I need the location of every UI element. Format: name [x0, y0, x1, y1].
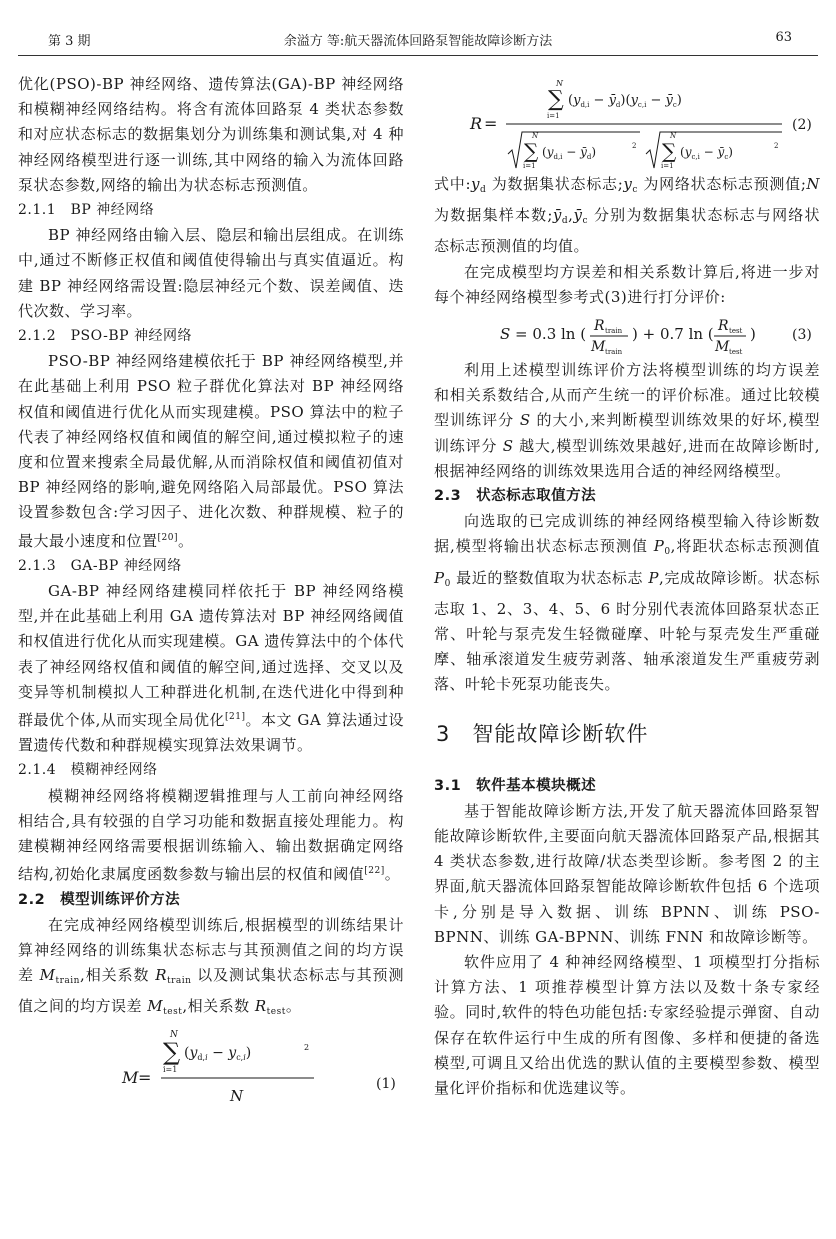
svg-text:(yd,i − ȳd): ($y_{d,i}$ − $ȳ_d$) — [542, 145, 597, 161]
paragraph: 基于智能故障诊断方法,开发了航天器流体回路泵智能故障诊断软件,主要面向航天器流体回路泵产品,根据其 4 类状态参数,进行故障/状态类型诊断。参考图 2 的主界面,航天器流体回路泵智能故障诊断软件包括 6 个选项卡,分别是导入数据、训练 BPNN、训练 PSO-BPNN、训练 GA-BPNN、训练 FNN 和故障诊断等。 — [434, 801, 820, 946]
svg-text:) + 0.7 ln (: ) + 0.7 ln ( — [632, 325, 714, 344]
paragraph: 利用上述模型训练评价方法将模型训练的均方误差和相关系数结合,从而产生统一的评价标准。通过比较模型训练评分 S 的大小,来判断模型训练效果的好坏,模型训练评分 S 越大,模型训练效果越好,进而在故障诊断时,根据神经网络的训练效果选用合适的神经网络模型。 — [434, 361, 820, 480]
svg-text:i=1: i=1 — [661, 162, 674, 170]
svg-text:R: R — [718, 318, 729, 335]
svg-text:=: = — [138, 1067, 152, 1087]
svg-text:(yd,i − ȳd)(yc,i − ȳc): ($y_{d,i}$ − $ȳ_d)(y_{c,i}$ − $ȳ_c$) — [568, 93, 682, 109]
issue-number: 第 3 期 — [48, 34, 91, 49]
svg-text:2: 2 — [632, 142, 637, 150]
svg-text:S = 0.3 ln (: S = 0.3 ln ( — [500, 325, 587, 344]
paragraph: 优化(PSO)-BP 神经网络、遗传算法(GA)-BP 神经网络和模糊神经网络结构。将含有流体回路泵 4 类状态参数和对应状态标志的数据集划分为训练集和测试集,对 4 种神经网络模型进行逐一训练,其中网络的输入为流体回路泵状态参数,网络的输出为状态标志预测值。 — [18, 75, 404, 194]
equation-2-formula — [434, 76, 820, 172]
svg-text:test: test — [729, 348, 743, 357]
section-heading: 3.1 软件基本模块概述 — [434, 777, 597, 794]
svg-text:R: R — [594, 318, 605, 335]
equation-3-formula — [434, 310, 820, 358]
svg-text:i=1: i=1 — [523, 162, 536, 170]
svg-text:i=1: i=1 — [163, 1064, 178, 1074]
paragraph: 向选取的已完成训练的神经网络模型输入待诊断数据,模型将输出状态标志预测值 $P_0$,将距状态标志预测值 $P_0$ 最近的整数值取为状态标志 P,完成故障诊断。状态标志取 1、2、3、4、5、6 时分别代表流体回路泵状态正常、叶轮与泵壳发生轻微碰摩、叶轮与泵壳发生严重碰摩、轴承滚道发生疲劳剥落、轴承滚道发生严重疲劳剥落、叶轮卡死泵功能丧失。 — [434, 512, 820, 694]
page-header — [0, 0, 836, 54]
citation: [20] — [157, 532, 178, 543]
svg-text:N: N — [532, 132, 539, 140]
header-rule — [18, 55, 818, 56]
chapter-heading: 3 智能故障诊断软件 — [436, 721, 649, 746]
svg-text:∑: ∑ — [163, 1037, 181, 1066]
paragraph: BP 神经网络由输入层、隐层和输出层组成。在训练中,通过不断修正权值和阈值使得输出与真实值逼近。构建 BP 神经网络需设置:隐层神经元个数、误差阈值、迭代次数、学习率。 — [18, 226, 404, 320]
paragraph: 模糊神经网络将模糊逻辑推理与人工前向神经网络相结合,具有较强的自学习功能和数据直接处理能力。构建模糊神经网络需要根据训练输入、输出数据确定网络结构,初始化隶属度函数参数与输出层的权值和阈值[22]。 — [18, 786, 404, 884]
svg-text:N: N — [670, 132, 677, 140]
paragraph: 软件应用了 4 种神经网络模型、1 项模型打分指标计算方法、1 项推荐模型计算方法以及数十条专家经验。同时,软件的特色功能包括:专家经验提示弹窗、自动保存在软件运行中生成的所有图像、多样和便捷的备选模型,可调且又给出优选的默认值的主要模型参数、模型量化评价指标和优选建议等。 — [434, 953, 820, 1098]
svg-text:2: 2 — [304, 1042, 310, 1052]
left-column — [18, 72, 404, 1116]
svg-text:train: train — [605, 327, 623, 336]
paragraph: GA-BP 神经网络建模同样依托于 BP 神经网络模型,并在此基础上利用 GA 遗传算法对 BP 神经网络阈值和权值进行优化从而实现建模。GA 遗传算法中的个体代表了神经网络权值和阈值的解空间,通过选择、交叉以及变异等机制模拟人工种群进化机制,在迭代进化中得到种群最优个体,从而实现全局优化[21]。本文 GA 算法通过设置遗传代数和种群规模实现算法效果调节。 — [18, 582, 404, 755]
equation-1-formula — [18, 1026, 404, 1116]
svg-text:∑: ∑ — [524, 139, 539, 163]
svg-text:test: test — [729, 327, 743, 336]
section-heading: 2.2 模型训练评价方法 — [18, 891, 181, 908]
subsection-heading: 2.1.4 模糊神经网络 — [18, 762, 158, 779]
svg-text:M: M — [715, 339, 730, 356]
subsection-heading: 2.1.3 GA-BP 神经网络 — [18, 557, 182, 574]
eq2-number: (2) — [792, 117, 812, 133]
svg-text:train: train — [605, 348, 623, 357]
equation-1 — [18, 1026, 404, 1116]
svg-text:(yc,i − ȳc): ($y_{c,i}$ − $ȳ_c$) — [680, 145, 733, 161]
eq1-lhs: M — [122, 1067, 139, 1087]
svg-text:N: N — [556, 79, 563, 88]
running-title: 余溢方 等:航天器流体回路泵智能故障诊断方法 — [283, 34, 553, 49]
eq3-number: (3) — [792, 327, 812, 344]
eq2-lhs: R — [470, 114, 483, 133]
svg-text:(yd,i − yc,i): $(y_d,i - y_c,i)$ — [184, 1044, 252, 1062]
paragraph: 在完成神经网络模型训练后,根据模型的训练结果计算神经网络的训练集状态标志与其预测值之间的均方误差 $M_{train}$,相关系数 $R_{train}$ 以及测试集状态标志与其预测值之间的均方误差 $M_{test}$,相关系数 $R_{test}$。 — [18, 915, 404, 1018]
paragraph: 式中$:y_d$ 为数据集状态标志$;y_c$ 为网络状态标志预测值;N 为数据集样本数$;ȳ_d,ȳ_c$ 分别为数据集状态标志与网络状态标志预测值的均值。 — [434, 175, 820, 256]
svg-text:∑: ∑ — [548, 87, 564, 112]
svg-text:=: = — [484, 114, 498, 133]
citation: [22] — [364, 866, 385, 877]
right-column — [434, 76, 820, 1101]
eq1-number: (1) — [376, 1075, 396, 1092]
svg-text:): ) — [750, 325, 756, 344]
svg-text:M: M — [591, 339, 606, 356]
svg-text:∑: ∑ — [662, 139, 677, 163]
subsection-heading: 2.1.2 PSO-BP 神经网络 — [18, 328, 193, 345]
paragraph: PSO-BP 神经网络建模依托于 BP 神经网络模型,并在此基础上利用 PSO 粒子群优化算法对 BP 神经网络权值和阈值进行优化从而实现建模。PSO 算法中的粒子代表了神经网络权值和阈值的解空间,通过模拟粒子的速度和位置来搜索全局最优解,从而消除权值和阈值初值对 BP 神经网络的影响,避免网络陷入局部最优。PSO 算法设置参数包含:学习因子、进化次数、种群规模、粒子的最大最小速度和位置[20]。 — [18, 352, 404, 550]
svg-text:2: 2 — [774, 142, 779, 150]
equation-2 — [434, 76, 820, 172]
eq1-denominator: N — [230, 1086, 244, 1105]
equation-3 — [434, 310, 820, 358]
page-number: 63 — [775, 30, 792, 45]
paragraph: 在完成模型均方误差和相关系数计算后,将进一步对每个神经网络模型参考式(3)进行打分评价: — [434, 262, 820, 306]
subsection-heading: 2.1.1 BP 神经网络 — [18, 202, 155, 219]
citation: [21] — [225, 712, 246, 723]
svg-text:N: N — [170, 1029, 178, 1040]
svg-text:i=1: i=1 — [547, 112, 560, 120]
section-heading: 2.3 状态标志取值方法 — [434, 488, 597, 505]
